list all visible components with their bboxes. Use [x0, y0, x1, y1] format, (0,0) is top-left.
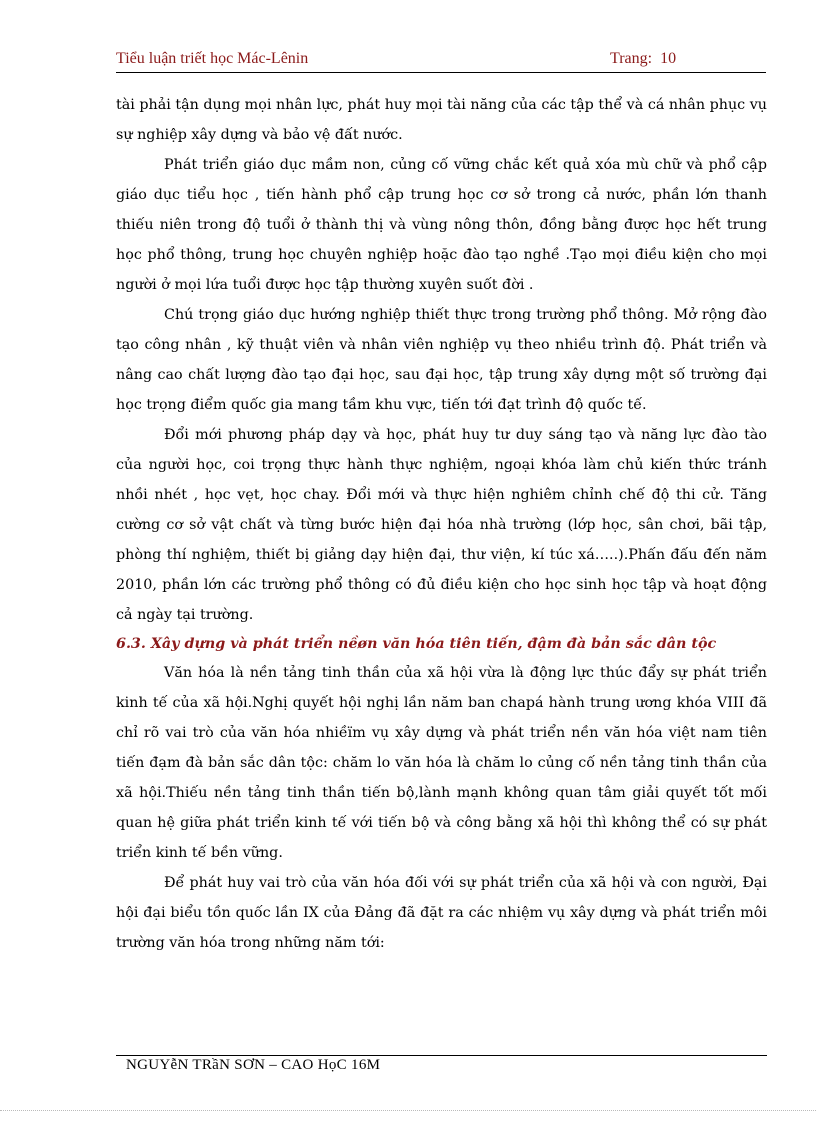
footer-rule [116, 1055, 767, 1056]
paragraph: Đổi mới phương pháp dạy và học, phát huy tư duy sáng tạo và năng lực đào tào của người học, coi trọng thực hành thực nghiệm, ngoại khóa làm chủ kiến thức tránh nhồi nhét , học vẹt, học chay. Đổi mới và thực hiện nghiêm chỉnh chế độ thi cử. Tăng cường cơ sở vật chất và từng bước hiện đại hóa nhà trường (lớp học, sân chơi, bãi tập, phòng thí nghiệm, thiết bị giảng dạy hiện đại, thư viện, kí túc xá…..).Phấn đấu đến năm 2010, phần lớn các trường phổ thông có đủ điều kiện cho học sinh học tập và hoạt động cả ngày tại trường. [116, 427, 767, 623]
paragraph: Chú trọng giáo dục hướng nghiệp thiết thực trong trường phổ thông. Mở rộng đào tạo công nhân , kỹ thuật viên và nhân viên nghiệp vụ theo nhiều trình độ. Phát triển và nâng cao chất lượng đào tạo đại học, sau đại học, tập trung xây dựng một số trường đại học trọng điểm quốc gia mang tầm khu vực, tiến tới đạt trình độ quốc tế. [116, 307, 767, 413]
header-title: Tiểu luận triết học Mác-Lênin [116, 50, 309, 67]
document-body [116, 90, 767, 958]
page-header [116, 48, 766, 73]
page-number: Trang: 10 [610, 50, 677, 67]
paragraph: Phát triển giáo dục mầm non, củng cố vững chắc kết quả xóa mù chữ và phổ cập giáo dục tiểu học , tiến hành phổ cập trung học cơ sở trong cả nước, phần lớn thanh thiếu niên trong độ tuổi ở thành thị và vùng nông thôn, đồng bằng được học hết trung học phổ thông, trung học chuyên nghiệp hoặc đào tạo nghề .Tạo mọi điều kiện cho mọi người ở mọi lứa tuổi được học tập thường xuyên suốt đời . [116, 157, 767, 293]
footer-author: NGUYễN TRầN SƠN – CAO HọC 16M [126, 1057, 381, 1073]
page-edge-divider [0, 1110, 816, 1111]
paragraph: tài phải tận dụng mọi nhân lực, phát huy mọi tài năng của các tập thể và cá nhân phục vụ sự nghiệp xây dựng và bảo vệ đất nước. [116, 97, 767, 143]
paragraph: Để phát huy vai trò của văn hóa đối với sự phát triển của xã hội và con người, Đại hội đại biểu tồn quốc lần IX của Đảng đã đặt ra các nhiệm vụ xây dựng và phát triển môi trường văn hóa trong những năm tới: [116, 875, 767, 951]
section-heading: 6.3. Xây dựng và phát triển nềøn văn hóa tiên tiến, đậm đà bản sắc dân tộc [116, 636, 717, 652]
paragraph: Văn hóa là nền tảng tinh thần của xã hội vừa là động lực thúc đẩy sự phát triển kinh tế của xã hội.Nghị quyết hội nghị lần năm ban chapá hành trung ương khóa VIII đã chỉ rõ vai trò của văn hóa nhiềïm vụ xây dựng và phát triển nền văn hóa việt nam tiên tiến đạm đà bản sắc dân tộc: chăm lo văn hóa là chăm lo củng cố nền tảng tinh thần của xã hội.Thiếu nền tảng tinh thần tiến bộ,lành mạnh không quan tâm giải quyết tốt mối quan hệ giữa phát triển kinh tế với tiến bộ và công bằng xã hội thì không thể có sự phát triển kinh tế bền vững. [116, 665, 767, 861]
